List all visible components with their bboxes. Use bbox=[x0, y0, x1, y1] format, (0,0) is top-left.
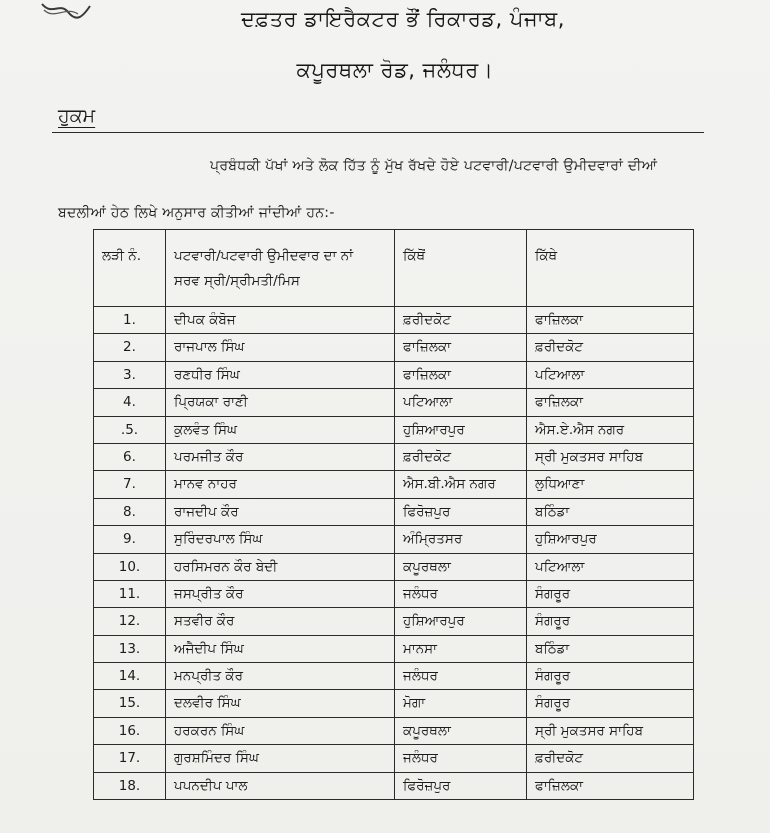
table-row bbox=[94, 334, 694, 361]
table-row bbox=[94, 553, 694, 580]
serial-no-cell: 6. bbox=[94, 443, 166, 470]
to-cell: ਸੰਗਰੂਰ bbox=[527, 690, 694, 717]
table-row bbox=[94, 717, 694, 744]
serial-no-cell: 13. bbox=[94, 635, 166, 662]
from-cell: ਜਲੰਧਰ bbox=[395, 745, 527, 772]
to-cell: ਫਾਜ਼ਿਲਕਾ bbox=[527, 307, 694, 334]
header-serial-no: ਲੜੀ ਨੰ. bbox=[94, 230, 166, 307]
to-cell: ਐਸ.ਏ.ਐਸ ਨਗਰ bbox=[527, 416, 694, 443]
to-cell: ਹੁਸ਼ਿਆਰਪੁਰ bbox=[527, 526, 694, 553]
office-heading-line1: ਦਫ਼ਤਰ ਡਾਇਰੈਕਟਰ ਭੌਂ ਰਿਕਾਰਡ, ਪੰਜਾਬ, bbox=[241, 7, 565, 31]
name-cell: ਦਲਵੀਰ ਸਿੰਘ bbox=[166, 690, 395, 717]
name-cell: ਕੁਲਵੰਤ ਸਿੰਘ bbox=[166, 416, 395, 443]
serial-no-cell: 12. bbox=[94, 608, 166, 635]
table-header-row bbox=[94, 230, 694, 307]
table-row bbox=[94, 772, 694, 799]
table-row bbox=[94, 307, 694, 334]
from-cell: ਜਲੰਧਰ bbox=[395, 663, 527, 690]
from-cell: ਮਾਨਸਾ bbox=[395, 635, 527, 662]
name-cell: ਪ੍ਰਿਯਕਾ ਰਾਣੀ bbox=[166, 389, 395, 416]
table-row bbox=[94, 526, 694, 553]
name-cell: ਮਾਨਵ ਨਾਹਰ bbox=[166, 471, 395, 498]
name-cell: ਗੁਰਸ਼ਮਿੰਦਰ ਸਿੰਘ bbox=[166, 745, 395, 772]
name-cell: ਮਨਪ੍ਰੀਤ ਕੌਰ bbox=[166, 663, 395, 690]
to-cell: ਬਠਿੰਡਾ bbox=[527, 498, 694, 525]
transfer-table bbox=[93, 229, 694, 800]
from-cell: ਮੋਗਾ bbox=[395, 690, 527, 717]
intro-text-line2: ਬਦਲੀਆਂ ਹੇਠ ਲਿਖੇ ਅਨੁਸਾਰ ਕੀਤੀਆਂ ਜਾਂਦੀਆਂ ਹਨ:- bbox=[58, 205, 335, 221]
serial-no-cell: 17. bbox=[94, 745, 166, 772]
from-cell: ਫਿਰੋਜ਼ਪੁਰ bbox=[395, 498, 527, 525]
name-cell: ਰਾਜਦੀਪ ਕੌਰ bbox=[166, 498, 395, 525]
name-cell: ਅਜੈਦੀਪ ਸਿੰਘ bbox=[166, 635, 395, 662]
from-cell: ਪਟਿਆਲਾ bbox=[395, 389, 527, 416]
table-row bbox=[94, 745, 694, 772]
from-cell: ਫ਼ਰੀਦਕੋਟ bbox=[395, 443, 527, 470]
office-heading-line2: ਕਪੂਰਥਲਾ ਰੋਡ, ਜਲੰਧਰ। bbox=[296, 58, 494, 82]
serial-no-cell: 14. bbox=[94, 663, 166, 690]
from-cell: ਫਾਜ਼ਿਲਕਾ bbox=[395, 334, 527, 361]
to-cell: ਸੰਗਰੂਰ bbox=[527, 580, 694, 607]
serial-no-cell: 7. bbox=[94, 471, 166, 498]
to-cell: ਪਟਿਆਲਾ bbox=[527, 553, 694, 580]
from-cell: ਅੰਮ੍ਰਿਤਸਰ bbox=[395, 526, 527, 553]
serial-no-cell: 18. bbox=[94, 772, 166, 799]
name-cell: ਹਰਕਰਨ ਸਿੰਘ bbox=[166, 717, 395, 744]
to-cell: ਬਠਿੰਡਾ bbox=[527, 635, 694, 662]
header-to: ਕਿੱਥੇ bbox=[527, 230, 694, 307]
header-name bbox=[166, 230, 395, 307]
serial-no-cell: 1. bbox=[94, 307, 166, 334]
to-cell: ਫ਼ਰੀਦਕੋਟ bbox=[527, 334, 694, 361]
table-row bbox=[94, 608, 694, 635]
from-cell: ਕਪੂਰਥਲਾ bbox=[395, 553, 527, 580]
serial-no-cell: 4. bbox=[94, 389, 166, 416]
table-row bbox=[94, 635, 694, 662]
table-row bbox=[94, 443, 694, 470]
name-cell: ਦੀਪਕ ਕੰਬੋਜ bbox=[166, 307, 395, 334]
from-cell: ਜਲੰਧਰ bbox=[395, 580, 527, 607]
to-cell: ਸੰਗਰੂਰ bbox=[527, 608, 694, 635]
to-cell: ਫ਼ਰੀਦਕੋਟ bbox=[527, 745, 694, 772]
name-cell: ਰਣਧੀਰ ਸਿੰਘ bbox=[166, 361, 395, 388]
table-row bbox=[94, 389, 694, 416]
table-row bbox=[94, 471, 694, 498]
header-name-line2: ਸਰਵ ਸ੍ਰੀ/ਸ੍ਰੀਮਤੀ/ਮਿਸ bbox=[174, 273, 300, 289]
header-name-line1: ਪਟਵਾਰੀ/ਪਟਵਾਰੀ ਉਮੀਦਵਾਰ ਦਾ ਨਾਂ bbox=[174, 248, 354, 264]
table-row bbox=[94, 361, 694, 388]
divider-rule bbox=[52, 132, 704, 133]
name-cell: ਸੁਰਿੰਦਰਪਾਲ ਸਿੰਘ bbox=[166, 526, 395, 553]
to-cell: ਸ੍ਰੀ ਮੁਕਤਸਰ ਸਾਹਿਬ bbox=[527, 443, 694, 470]
to-cell: ਪਟਿਆਲਾ bbox=[527, 361, 694, 388]
name-cell: ਹਰਸਿਮਰਨ ਕੌਰ ਬੇਦੀ bbox=[166, 553, 395, 580]
serial-no-cell: 15. bbox=[94, 690, 166, 717]
name-cell: ਰਾਜਪਾਲ ਸਿੰਘ bbox=[166, 334, 395, 361]
serial-no-cell: 9. bbox=[94, 526, 166, 553]
to-cell: ਲੁਧਿਆਣਾ bbox=[527, 471, 694, 498]
intro-text-line1: ਪ੍ਰਬੰਧਕੀ ਪੱਖਾਂ ਅਤੇ ਲੋਕ ਹਿੱਤ ਨੂੰ ਮੁੱਖ ਰੱਖਦੇ ਹੋਏ ਪਟਵਾਰੀ/ਪਟਵਾਰੀ ਉਮੀਦਵਾਰਾਂ ਦੀਆਂ bbox=[210, 158, 658, 174]
serial-no-cell: 8. bbox=[94, 498, 166, 525]
to-cell: ਫਾਜ਼ਿਲਕਾ bbox=[527, 389, 694, 416]
serial-no-cell: 3. bbox=[94, 361, 166, 388]
name-cell: ਪਪਨਦੀਪ ਪਾਲ bbox=[166, 772, 395, 799]
table-body bbox=[94, 307, 694, 800]
order-label: ਹੁਕਮ bbox=[58, 105, 96, 127]
table-row bbox=[94, 498, 694, 525]
serial-no-cell: 2. bbox=[94, 334, 166, 361]
from-cell: ਹੁਸ਼ਿਆਰਪੁਰ bbox=[395, 608, 527, 635]
from-cell: ਫਿਰੋਜ਼ਪੁਰ bbox=[395, 772, 527, 799]
table-row bbox=[94, 580, 694, 607]
to-cell: ਸੰਗਰੂਰ bbox=[527, 663, 694, 690]
serial-no-cell: 11. bbox=[94, 580, 166, 607]
from-cell: ਕਪੂਰਥਲਾ bbox=[395, 717, 527, 744]
table-row bbox=[94, 690, 694, 717]
from-cell: ਫ਼ਰੀਦਕੋਟ bbox=[395, 307, 527, 334]
name-cell: ਜਸਪ੍ਰੀਤ ਕੌਰ bbox=[166, 580, 395, 607]
to-cell: ਸ੍ਰੀ ਮੁਕਤਸਰ ਸਾਹਿਬ bbox=[527, 717, 694, 744]
header-from: ਕਿੱਥੋਂ bbox=[395, 230, 527, 307]
serial-no-cell: .5. bbox=[94, 416, 166, 443]
name-cell: ਪਰਮਜੀਤ ਕੌਰ bbox=[166, 443, 395, 470]
serial-no-cell: 16. bbox=[94, 717, 166, 744]
serial-no-cell: 10. bbox=[94, 553, 166, 580]
from-cell: ਫਾਜ਼ਿਲਕਾ bbox=[395, 361, 527, 388]
from-cell: ਹੁਸ਼ਿਆਰਪੁਰ bbox=[395, 416, 527, 443]
name-cell: ਸਤਵੀਰ ਕੌਰ bbox=[166, 608, 395, 635]
from-cell: ਐਸ.ਬੀ.ਐਸ ਨਗਰ bbox=[395, 471, 527, 498]
table-row bbox=[94, 663, 694, 690]
to-cell: ਫਾਜ਼ਿਲਕਾ bbox=[527, 772, 694, 799]
table-row bbox=[94, 416, 694, 443]
